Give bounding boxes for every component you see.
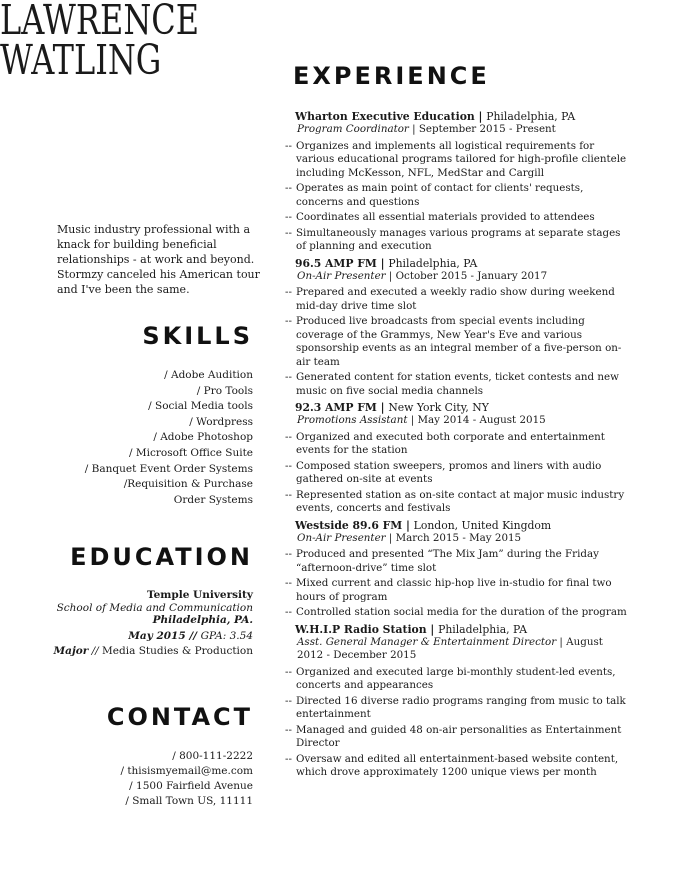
graduation-date: May 2015 — [128, 629, 186, 642]
skill-item: / Adobe Audition — [164, 369, 253, 381]
job-header — [285, 623, 630, 636]
dash-marker: -- — [285, 211, 292, 223]
skill-item: / Adobe Photoshop — [153, 431, 253, 444]
college-name: School of Media and Communication — [56, 601, 253, 614]
separator: | — [376, 401, 389, 414]
job-bullet-text: Composed station sweepers, promos and liners with audio gathered on-site at events — [296, 459, 602, 485]
school-location: Philadelphia, PA. — [152, 614, 253, 626]
experience-list — [285, 110, 630, 783]
contact-heading: CONTACT — [106, 703, 253, 731]
job-bullet — [285, 724, 630, 751]
job-dates: | October 2015 - January 2017 — [385, 269, 548, 282]
job-bullets — [285, 548, 630, 620]
job-entry — [285, 623, 630, 780]
separator: // — [185, 629, 201, 642]
job-bullet — [285, 286, 630, 313]
dash-marker: -- — [285, 226, 292, 239]
dash-marker: -- — [285, 286, 292, 298]
job-location: London, United Kingdom — [413, 518, 552, 532]
job-role-line — [285, 270, 630, 284]
job-header — [285, 110, 630, 123]
contact-phone: / 800-111-2222 — [172, 750, 253, 762]
separator: | — [426, 622, 439, 636]
dash-marker: -- — [285, 371, 292, 383]
education-block — [54, 589, 253, 658]
job-role-line — [285, 532, 630, 546]
skills-heading: SKILLS — [142, 322, 253, 350]
dash-marker: -- — [285, 430, 292, 443]
job-location: Philadelphia, PA — [486, 110, 576, 123]
job-bullet-text: Prepared and executed a weekly radio show during weekend mid-day drive time slot — [296, 286, 615, 312]
job-title: Program Coordinator — [297, 123, 409, 135]
major-label: Major — [53, 645, 89, 657]
job-entry — [285, 519, 630, 620]
job-location: New York City, NY — [388, 401, 489, 414]
contact-email: / thisismyemail@me.com — [120, 765, 253, 777]
job-bullets — [285, 431, 630, 516]
education-heading: EDUCATION — [70, 543, 253, 571]
job-bullet-text: Represented station as on-site contact at major music industry events, concerts and festivals — [296, 488, 625, 514]
contact-city: / Small Town US, 11111 — [125, 795, 253, 807]
skill-item: / Social Media tools — [148, 400, 253, 413]
dash-marker: -- — [285, 723, 292, 736]
dash-marker: -- — [285, 577, 292, 589]
job-bullet — [285, 548, 630, 575]
job-bullet-text: Organizes and implements all logistical requirements for various educational programs tailored for high-profile clientele including McKesson, NFL, MedStar and Cargill — [296, 139, 627, 179]
job-bullet — [285, 371, 630, 398]
candidate-name — [0, 0, 200, 84]
dash-marker: -- — [285, 139, 292, 152]
graduation-row — [54, 630, 253, 643]
job-entry — [285, 401, 630, 516]
job-bullet — [285, 315, 630, 369]
job-role-line — [285, 414, 630, 428]
job-bullet — [285, 431, 630, 458]
job-organization: Westside 89.6 FM — [295, 518, 403, 532]
skill-item: / Pro Tools — [196, 384, 253, 397]
skill-item: /Requisition & Purchase — [123, 478, 253, 491]
job-bullets — [285, 666, 630, 780]
school-name: Temple University — [146, 589, 253, 601]
job-bullet-text: Simultaneously manages various programs at separate stages of planning and execution — [296, 226, 621, 252]
job-bullet — [285, 227, 630, 254]
dash-marker: -- — [285, 606, 292, 618]
job-bullet — [285, 666, 630, 693]
job-bullet — [285, 695, 630, 722]
job-header — [285, 401, 630, 414]
job-bullet-text: Produced live broadcasts from special events including coverage of the Grammys, New Year's Eve and various sponsorship events as an integral member of a five-person on-air team — [296, 315, 622, 368]
skill-item: Order Systems — [173, 493, 253, 506]
job-bullet — [285, 577, 630, 604]
job-title: On-Air Presenter — [297, 531, 386, 544]
job-bullet — [285, 460, 630, 487]
job-bullet-text: Organized and executed both corporate and entertainment events for the station — [296, 430, 605, 456]
job-organization: 96.5 AMP FM — [295, 256, 377, 270]
job-dates: | September 2015 - Present — [408, 123, 556, 135]
last-name: WATLING — [0, 36, 162, 84]
job-bullet-text: Oversaw and edited all entertainment-based website content, which drove approximately 1200 unique views per month — [296, 752, 619, 778]
job-entry — [285, 110, 630, 254]
dash-marker: -- — [285, 459, 292, 472]
job-location: Philadelphia, PA — [388, 256, 478, 270]
separator: | — [376, 256, 389, 270]
skill-item: / Microsoft Office Suite — [129, 446, 253, 459]
job-dates: | March 2015 - May 2015 — [385, 531, 522, 544]
first-name: LAWRENCE — [0, 0, 200, 44]
separator: // — [88, 645, 103, 657]
separator: | — [402, 518, 414, 532]
major-row — [54, 645, 253, 658]
dash-marker: -- — [285, 488, 292, 501]
contact-street: / 1500 Fairfield Avenue — [129, 780, 253, 792]
job-bullet-text: Operates as main point of contact for clients' requests, concerns and questions — [296, 182, 584, 208]
job-bullets — [285, 286, 630, 398]
job-bullet-text: Organized and executed large bi-monthly student-led events, concerts and appearances — [296, 665, 616, 691]
job-organization: W.H.I.P Radio Station — [295, 622, 427, 636]
contact-list — [120, 749, 253, 809]
job-bullet-text: Directed 16 diverse radio programs ranging from music to talk entertainment — [296, 694, 626, 720]
job-header — [285, 257, 630, 270]
job-location: Philadelphia, PA — [438, 622, 528, 636]
separator: | — [474, 110, 487, 123]
job-bullet — [285, 140, 630, 181]
dash-marker: -- — [285, 665, 292, 678]
job-bullet-text: Mixed current and classic hip-hop live in-studio for final two hours of program — [296, 577, 612, 603]
job-bullet-text: Managed and guided 48 on-air personalities as Entertainment Director — [296, 723, 622, 749]
job-entry — [285, 257, 630, 399]
job-bullet — [285, 182, 630, 209]
job-bullet — [285, 753, 630, 780]
job-bullet — [285, 489, 630, 516]
job-dates: | August 2012 - December 2015 — [297, 635, 603, 661]
job-title: Promotions Assistant — [297, 414, 408, 426]
major-value: Media Studies & Production — [102, 645, 253, 657]
job-bullet — [285, 211, 630, 225]
dash-marker: -- — [285, 182, 292, 194]
job-role-line — [285, 123, 630, 137]
job-bullet-text: Coordinates all essential materials provided to attendees — [296, 211, 595, 223]
job-organization: Wharton Executive Education — [295, 110, 475, 123]
job-title: Asst. General Manager & Entertainment Director — [297, 635, 557, 648]
job-organization: 92.3 AMP FM — [295, 401, 377, 414]
experience-heading: EXPERIENCE — [293, 62, 490, 90]
dash-marker: -- — [285, 548, 292, 560]
job-bullet-text: Produced and presented “The Mix Jam” during the Friday “afternoon-drive” time slot — [296, 548, 599, 574]
bio-summary: Music industry professional with a knack for building beneficial relationships - at work and beyond. Stormzy canceled his American tour and I've been the same. — [57, 223, 260, 296]
skill-item: / Banquet Event Order Systems — [84, 462, 253, 475]
dash-marker: -- — [285, 694, 292, 707]
dash-marker: -- — [285, 315, 292, 327]
job-bullets — [285, 140, 630, 254]
job-role-line — [285, 636, 630, 663]
job-bullet — [285, 606, 630, 620]
skill-item: / Wordpress — [189, 415, 253, 428]
dash-marker: -- — [285, 752, 292, 765]
job-bullet-text: Generated content for station events, ticket contests and new music on five social media channels — [296, 371, 619, 397]
job-dates: | May 2014 - August 2015 — [407, 414, 546, 426]
gpa: GPA: 3.54 — [200, 629, 253, 642]
job-header — [285, 519, 630, 532]
job-title: On-Air Presenter — [297, 269, 386, 282]
job-bullet-text: Controlled station social media for the duration of the program — [296, 606, 627, 618]
skills-list — [85, 368, 253, 508]
